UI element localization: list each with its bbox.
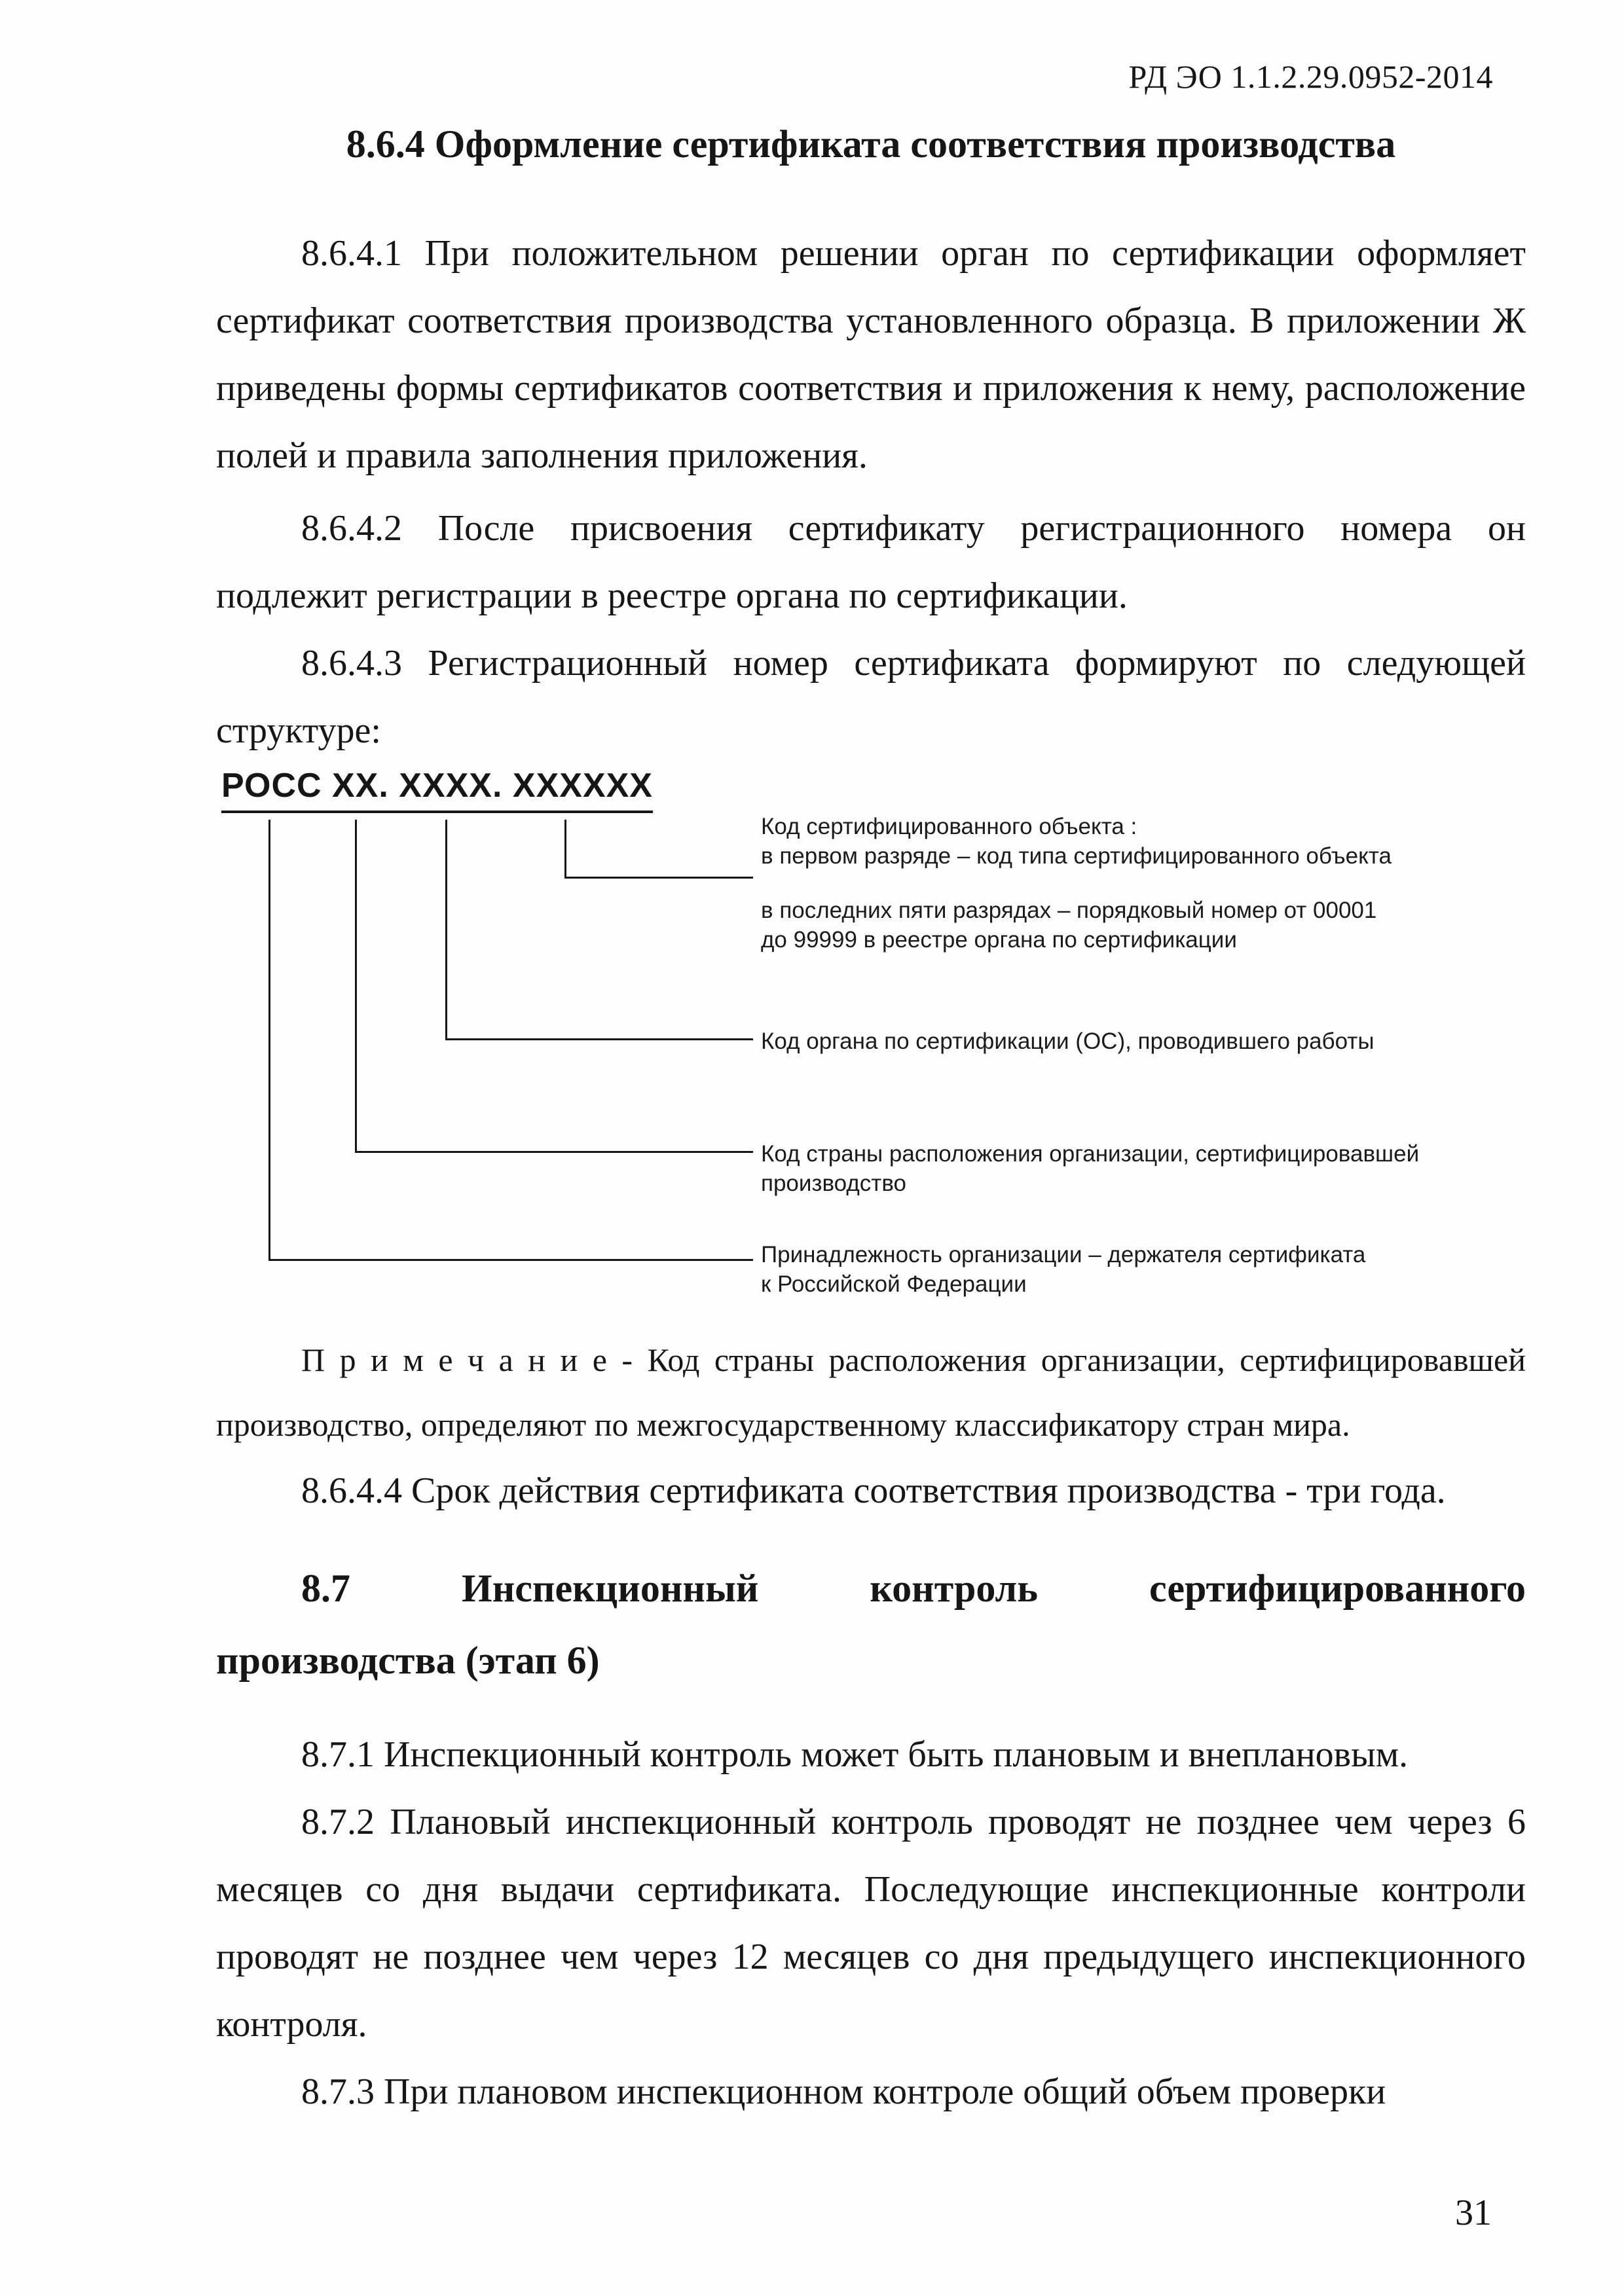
para-8-6-4-4: 8.6.4.4 Срок действия сертификата соответствия производства - три года.: [301, 1470, 1446, 1511]
para-8-7-3: 8.7.3 При плановом инспекционном контроле общий объем проверки: [301, 2071, 1386, 2112]
para-8-6-4-1: 8.6.4.1 При положительном решении орган по сертификации оформляет сертификат соответствия производства установленного образца. В приложении Ж приведены формы сертификатов соответствия и приложения к нему, расположение полей и правила заполнения приложения.: [216, 233, 1526, 476]
note-paragraph: П р и м е ч а н и е - Код страны расположения организации, сертифицировавшей производство, определяют по межгосударственному классификатору стран мира.: [216, 1341, 1526, 1443]
heading-word: сертифицированного: [1149, 1567, 1526, 1610]
connector-hline-country: [355, 1151, 753, 1153]
diagram-label-line: Код сертифицированного объекта :: [761, 814, 1137, 839]
header-doc-code: РД ЭО 1.1.2.29.0952-2014: [1128, 58, 1493, 95]
section-8-7-heading: [216, 1552, 1526, 1696]
para-8-7-2: 8.7.2 Плановый инспекционный контроль проводят не позднее чем через 6 месяцев со дня выдачи сертификата. Последующие инспекционные контроли проводят не позднее чем через 12 месяцев со дня предыдущего инспекционного контроля.: [216, 1802, 1526, 2045]
diagram-label-os-code: [761, 1027, 1514, 1056]
diagram-label-line: в последних пяти разрядах – порядковый номер от 00001: [761, 898, 1377, 923]
heading-word: контроль: [870, 1567, 1038, 1610]
connector-vline-object: [564, 820, 566, 877]
para-8-6-4-3: 8.6.4.3 Регистрационный номер сертификата формируют по следующей структуре:: [216, 643, 1526, 751]
page-content: [216, 0, 1526, 2126]
section-8-7-heading-line2: производства (этап 6): [216, 1639, 600, 1682]
diagram-label-country-code: [761, 1139, 1514, 1198]
connector-hline-os: [445, 1038, 753, 1040]
page-number: 31: [1455, 2193, 1492, 2233]
certificate-number-structure-diagram: [216, 766, 1526, 1328]
heading-word: 8.7: [301, 1567, 350, 1610]
section-8-6-4-heading: 8.6.4 Оформление сертификата соответствия производства: [346, 122, 1396, 166]
connector-hline-belonging: [268, 1259, 753, 1261]
diagram-label-line: Код страны расположения организации, сертифицировавшей: [761, 1141, 1420, 1167]
diagram-label-object-code: [761, 812, 1514, 955]
connector-vline-country: [355, 820, 357, 1151]
diagram-label-line: в первом разряде – код типа сертифицированного объекта: [761, 843, 1392, 869]
section-8-7-heading-line1: [216, 1552, 1526, 1624]
diagram-label-belonging: [761, 1240, 1514, 1299]
diagram-label-line: до 99999 в реестре органа по сертификации: [761, 927, 1237, 953]
heading-word: Инспекционный: [462, 1567, 759, 1610]
para-8-6-4-2: 8.6.4.2 После присвоения сертификату регистрационного номера он подлежит регистрации в реестре органа по сертификации.: [216, 508, 1526, 616]
diagram-label-line: к Российской Федерации: [761, 1271, 1027, 1297]
connector-vline-os: [445, 820, 447, 1038]
diagram-label-line: Принадлежность организации – держателя сертификата: [761, 1242, 1366, 1267]
diagram-label-line: Код органа по сертификации (ОС), проводившего работы: [761, 1029, 1375, 1054]
diagram-label-line: производство: [761, 1171, 906, 1196]
connector-vline-belonging: [268, 820, 270, 1259]
connector-hline-object: [564, 877, 753, 879]
para-8-7-1: 8.7.1 Инспекционный контроль может быть плановым и внеплановым.: [301, 1734, 1409, 1775]
diagram-label-gap: [761, 871, 1514, 896]
certificate-number-mask: РОСС ХХ. ХХХХ. ХХХХХХ: [221, 766, 653, 813]
